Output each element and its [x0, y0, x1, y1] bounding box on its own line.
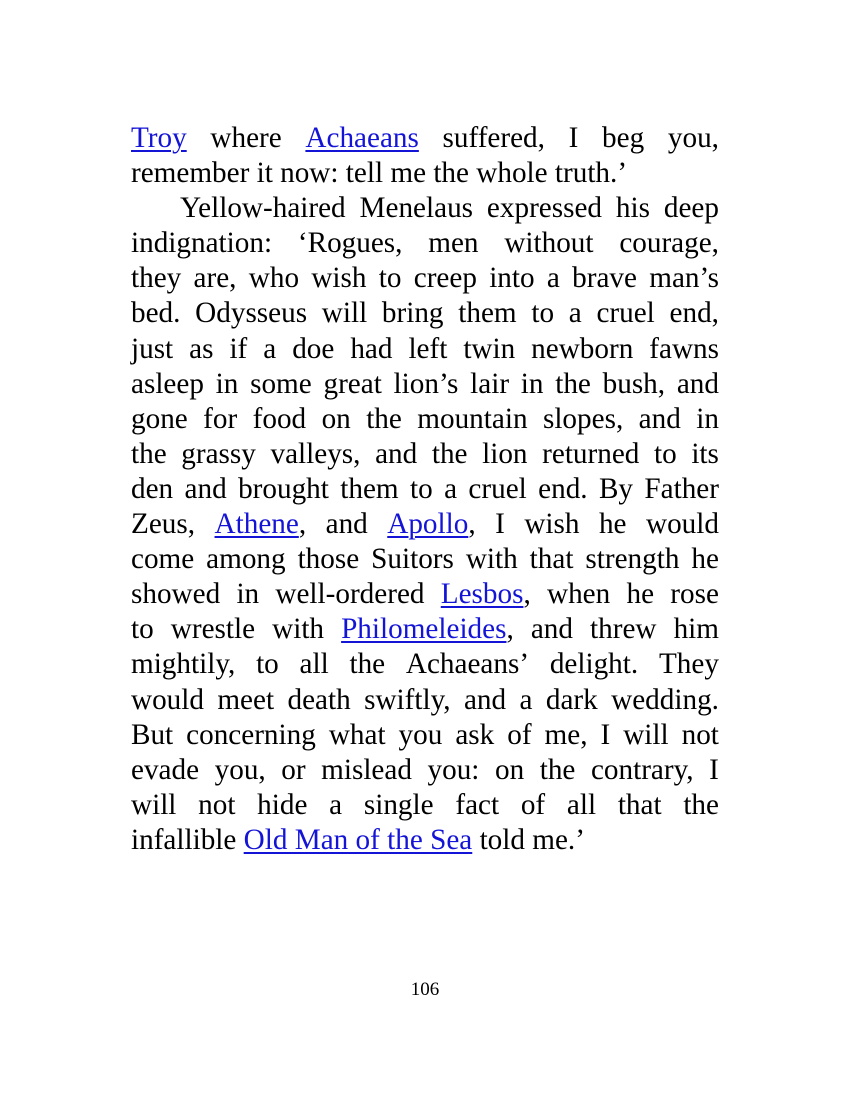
word: single	[363, 788, 434, 821]
word: had	[350, 332, 393, 365]
word: mountain	[417, 402, 528, 435]
text-line	[131, 367, 719, 402]
word: wish	[311, 262, 367, 295]
word: I	[600, 718, 611, 751]
word: told me.’	[472, 823, 585, 856]
punctuation: ,	[468, 508, 476, 541]
word: them	[340, 472, 399, 505]
word: of	[507, 718, 532, 751]
word: bed.	[131, 297, 181, 330]
word: twin	[463, 332, 516, 365]
word: with	[272, 613, 325, 646]
text-line	[131, 577, 719, 612]
word: and	[530, 613, 573, 646]
text-line	[131, 542, 719, 577]
text-line	[131, 753, 719, 788]
word: I	[495, 508, 505, 541]
word: and	[463, 683, 507, 716]
word: wedding.	[611, 683, 719, 716]
word: the	[683, 788, 719, 821]
word: all	[566, 788, 597, 821]
word: suffered,	[442, 122, 545, 154]
word: valleys,	[270, 437, 361, 470]
text-line	[131, 156, 719, 191]
word: you	[398, 718, 443, 751]
word: evade	[131, 753, 200, 786]
word: asleep	[131, 367, 204, 400]
word: on	[494, 753, 525, 786]
word: left	[408, 332, 448, 365]
word: will	[623, 718, 669, 751]
word: and	[638, 402, 681, 435]
word: would	[646, 508, 719, 541]
word: newborn	[531, 332, 634, 365]
word: you,	[667, 122, 719, 154]
word: bush,	[602, 367, 666, 400]
word: end,	[669, 297, 719, 330]
text-line	[131, 718, 719, 753]
text-line	[131, 472, 719, 507]
word: threw	[590, 613, 657, 646]
word: I	[568, 122, 579, 154]
word: not	[198, 788, 236, 821]
text-line	[131, 121, 719, 156]
word: just	[131, 332, 174, 365]
word: Suitors	[371, 543, 454, 576]
word: indignation:	[131, 227, 273, 260]
word: grassy	[181, 437, 256, 470]
text-line	[131, 402, 719, 437]
word: in	[236, 578, 260, 611]
word: mightily,	[131, 648, 236, 681]
word: when	[547, 578, 611, 611]
text-line	[131, 788, 719, 823]
word: some	[250, 367, 312, 400]
word: a	[263, 332, 277, 365]
word: den	[131, 472, 174, 505]
word: delight.	[549, 648, 639, 681]
page-body-text	[131, 121, 719, 858]
word: what	[328, 718, 386, 751]
word: strength	[585, 543, 680, 576]
text-line	[131, 296, 719, 331]
page-number: 106	[410, 979, 440, 1000]
word: mislead	[321, 753, 412, 786]
word: I	[709, 753, 719, 786]
word: on	[321, 402, 351, 435]
word: returned	[542, 437, 640, 470]
word: not	[681, 718, 719, 751]
punctuation: ,	[298, 508, 307, 541]
word: a	[444, 472, 458, 505]
word: that	[617, 788, 662, 821]
word: his	[615, 192, 650, 225]
link-troy[interactable]: Troy	[131, 122, 187, 154]
word: rose	[670, 578, 719, 611]
word: lair	[470, 367, 510, 400]
word: in	[520, 367, 544, 400]
word: slopes,	[542, 402, 624, 435]
word: the	[366, 402, 402, 435]
text-line	[131, 226, 719, 261]
word: By	[598, 472, 634, 505]
word: come	[131, 543, 195, 576]
word: them	[458, 297, 517, 330]
text-line	[131, 507, 719, 542]
word: fawns	[649, 332, 719, 365]
word-group	[441, 577, 531, 612]
word: the	[555, 367, 591, 400]
text-line	[131, 823, 719, 858]
word: he	[626, 578, 655, 611]
word: But	[131, 718, 174, 751]
word: all	[299, 648, 329, 681]
word: to	[378, 262, 402, 295]
word: for	[203, 402, 238, 435]
word: him	[673, 613, 719, 646]
word: and	[325, 508, 368, 541]
word: fact	[455, 788, 500, 821]
word: that	[529, 543, 574, 576]
word: creep	[413, 262, 477, 295]
word: well-ordered	[275, 578, 425, 611]
link-old-man-of-the-sea[interactable]: Old Man of the Sea	[243, 823, 473, 856]
word: Menelaus	[359, 192, 474, 225]
word: men	[428, 227, 479, 260]
word: the	[349, 648, 386, 681]
word: cruel	[596, 297, 655, 330]
word: are,	[193, 262, 237, 295]
word: a	[546, 262, 560, 295]
word: beg	[602, 122, 645, 154]
word: Odysseus	[195, 297, 308, 330]
word: lion	[482, 437, 528, 470]
word: or	[281, 753, 306, 786]
word: courage,	[619, 227, 719, 260]
link-apollo[interactable]: Apollo	[387, 508, 469, 541]
word: to	[531, 297, 555, 330]
word: expressed	[486, 192, 603, 225]
word: wrestle	[170, 613, 256, 646]
text-line	[131, 612, 719, 647]
word: remember it now: tell me the whole truth.’	[131, 157, 628, 190]
word: man’s	[649, 262, 719, 295]
word: with	[465, 543, 518, 576]
punctuation: ,	[523, 578, 531, 611]
word: Zeus,	[131, 508, 196, 541]
word: he	[598, 508, 627, 541]
word: death	[287, 683, 351, 716]
link-philomeleides[interactable]: Philomeleides	[341, 613, 507, 646]
word: will	[131, 788, 177, 821]
word: the	[131, 437, 167, 470]
word: to	[131, 613, 154, 646]
link-lesbos[interactable]: Lesbos	[440, 578, 524, 611]
word: in	[215, 367, 239, 400]
word: hide	[257, 788, 308, 821]
word: great	[323, 367, 382, 400]
link-athene[interactable]: Athene	[214, 508, 299, 541]
word: its	[691, 437, 719, 470]
word-group	[305, 121, 418, 156]
word: will	[321, 297, 368, 330]
word: a	[568, 297, 582, 330]
word: Father	[644, 472, 719, 505]
word: doe	[292, 332, 335, 365]
word: who	[248, 262, 300, 295]
word-group	[215, 507, 307, 542]
word: contrary,	[590, 753, 694, 786]
word: and	[184, 472, 227, 505]
word: as	[189, 332, 214, 365]
word: concerning	[186, 718, 316, 751]
word-group	[244, 824, 473, 856]
word: among	[206, 543, 286, 576]
word: deep	[663, 192, 719, 225]
word: would	[131, 683, 204, 716]
word-group	[131, 121, 187, 156]
word: if	[229, 332, 248, 365]
word: a	[329, 788, 343, 821]
word: the	[431, 437, 468, 470]
word: those	[297, 543, 360, 576]
text-line	[131, 332, 719, 367]
word: ‘Rogues,	[297, 227, 403, 260]
word: swiftly,	[364, 683, 451, 716]
word: where	[210, 122, 282, 154]
punctuation: ,	[506, 613, 514, 646]
text-line	[131, 437, 719, 472]
word: they	[131, 262, 182, 295]
word: you,	[214, 753, 266, 786]
link-achaeans[interactable]: Achaeans	[305, 122, 419, 154]
word: you:	[427, 753, 480, 786]
word: the	[539, 753, 576, 786]
word: infallible	[131, 823, 244, 856]
word: cruel	[468, 472, 527, 505]
word: brave	[572, 262, 637, 295]
word: showed	[131, 578, 221, 611]
word: of	[520, 788, 546, 821]
word-group	[387, 507, 475, 542]
text-line	[131, 683, 719, 718]
word: to	[410, 472, 433, 505]
word: Yellow-haired	[180, 192, 346, 225]
word-group	[341, 612, 514, 647]
word: into	[489, 262, 535, 295]
word: gone	[131, 402, 188, 435]
word: he	[691, 543, 719, 576]
word: food	[252, 402, 307, 435]
word: brought	[238, 472, 329, 505]
word: to	[256, 648, 279, 681]
word: lion’s	[393, 367, 459, 400]
word: me,	[544, 718, 588, 751]
word: without	[504, 227, 594, 260]
text-line	[131, 191, 719, 226]
word: and	[676, 367, 719, 400]
word: meet	[217, 683, 275, 716]
word: bring	[381, 297, 444, 330]
word: Achaeans’	[405, 648, 530, 681]
word: in	[696, 402, 719, 435]
word: wish	[524, 508, 580, 541]
word: dark	[545, 683, 598, 716]
text-line	[131, 647, 719, 682]
word: a	[519, 683, 533, 716]
text-line	[131, 261, 719, 296]
word: ask	[455, 718, 495, 751]
word: They	[658, 648, 719, 681]
word: to	[654, 437, 677, 470]
word: end.	[538, 472, 588, 505]
word: and	[375, 437, 418, 470]
